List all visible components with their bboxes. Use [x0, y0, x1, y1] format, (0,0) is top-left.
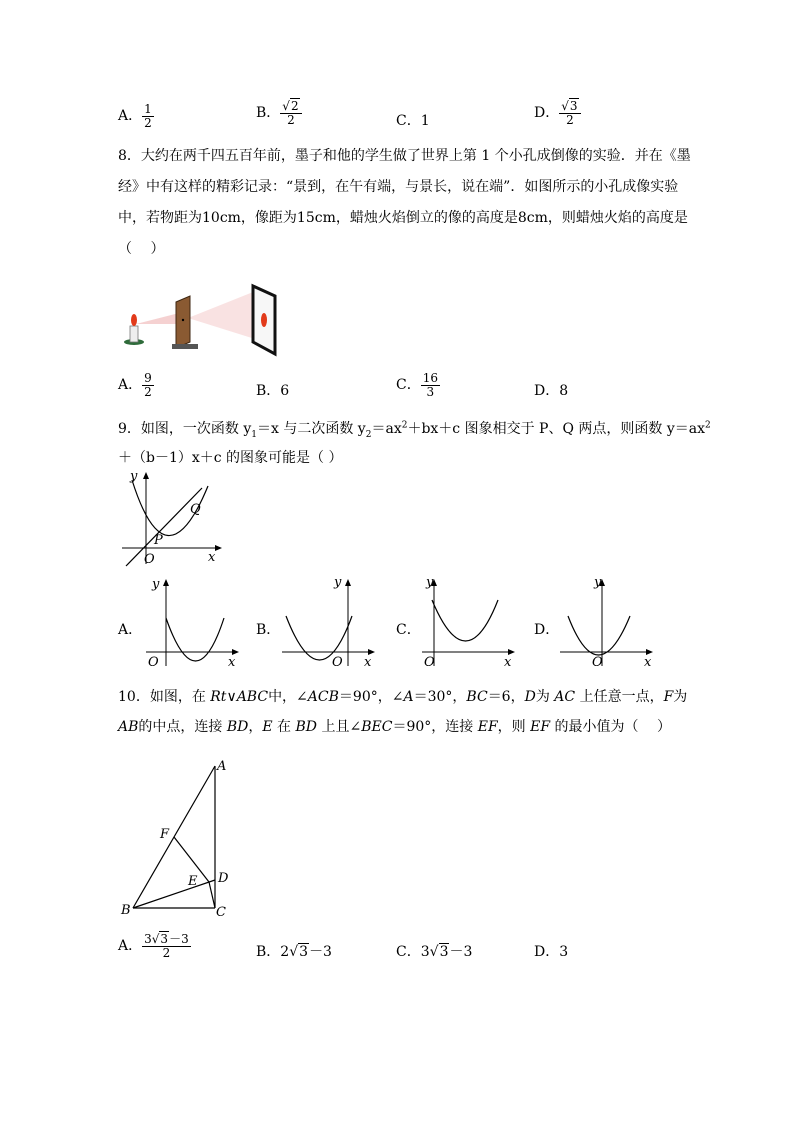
- q7-option-a: A． $\frac{1}{2}$: [118, 102, 152, 130]
- svg-text:E: E: [188, 874, 198, 889]
- candle: [130, 326, 138, 342]
- q8-option-c: C． $\frac{16}{3}$: [396, 371, 438, 399]
- q9-option-d-graph: [558, 572, 658, 670]
- parabola-curve: [432, 600, 498, 641]
- fraction: $\frac{√2}{2}$: [280, 100, 301, 126]
- q8-text-line: 8．大约在两千四五百年前，墨子和他的学生做了世界上第 1 个小孔成倒像的实验．并在《墨: [118, 148, 691, 164]
- light-beam: [188, 290, 258, 340]
- q10-text-line: 10．如图，在 Rt∨ABC中，∠ACB＝90°，∠A＝30°，BC＝6，D为 AC 上任意一点，F为: [118, 689, 688, 705]
- svg-text:O: O: [148, 655, 159, 670]
- candle-flame: [131, 314, 137, 326]
- parabola-curve: [286, 616, 352, 660]
- svg-text:x: x: [208, 550, 216, 565]
- q7-option-d: D． $\frac{√3}{2}$: [534, 100, 581, 126]
- svg-text:y: y: [152, 577, 160, 592]
- svg-text:F: F: [160, 827, 170, 842]
- q10-option-d: D．3: [534, 944, 569, 960]
- q7-option-b: B． $\frac{√2}{2}$: [256, 100, 302, 126]
- svg-text:y: y: [334, 575, 342, 590]
- segment-bd: [133, 880, 215, 908]
- svg-text:y: y: [426, 575, 434, 590]
- q10-option-c: C．3√3－3: [396, 944, 473, 960]
- q8-text-line: 经》中有这样的精彩记录：“景到，在午有端，与景长，说在端”．如图所示的小孔成像实验: [118, 179, 679, 195]
- q9-main-graph: [118, 468, 228, 568]
- q8-option-a: A． $\frac{9}{2}$: [118, 371, 152, 399]
- pinhole-board: [176, 296, 190, 348]
- q10-triangle-figure: [115, 758, 245, 920]
- parabola-curve: [166, 618, 224, 661]
- q7-option-c: C．1: [396, 113, 430, 129]
- svg-text:B: B: [121, 903, 131, 918]
- linear-function-line: [126, 488, 202, 566]
- svg-text:D: D: [218, 871, 229, 886]
- q10-text-line: AB的中点，连接 BD，E 在 BD 上且∠BEC＝90°，连接 EF，则 EF 的最小值为（ ）: [118, 719, 671, 735]
- svg-text:O: O: [332, 655, 343, 670]
- fraction: $\frac{9}{2}$: [144, 371, 152, 399]
- q9-option-b-graph: [280, 574, 380, 670]
- svg-text:Q: Q: [190, 502, 201, 517]
- q8-text-line: 中，若物距为10cm，像距为15cm，蜡烛火焰倒立的像的高度是8cm，则蜡烛火焰的高度是: [118, 210, 688, 226]
- q9-text-line: ＋（b－1）x＋c 的图象可能是（ ）: [118, 450, 343, 466]
- q10-option-b: B．2√3－3: [256, 944, 332, 960]
- q9-option-a-label: A．: [118, 622, 143, 638]
- svg-text:O: O: [144, 552, 155, 567]
- svg-text:x: x: [644, 655, 652, 670]
- svg-text:C: C: [216, 905, 226, 920]
- q9-option-a-graph: [144, 574, 244, 670]
- svg-text:P: P: [154, 533, 163, 548]
- pinhole-camera-figure: [118, 282, 288, 357]
- svg-text:O: O: [592, 655, 603, 670]
- svg-text:x: x: [504, 655, 512, 670]
- q8-text-line: （ ）: [118, 241, 165, 257]
- fraction: $\frac{16}{3}$: [422, 371, 438, 399]
- q9-option-c-graph: [420, 572, 520, 670]
- fraction: $\frac{1}{2}$: [144, 102, 152, 130]
- svg-text:x: x: [228, 655, 236, 670]
- svg-text:A: A: [217, 759, 227, 774]
- q9-option-c-label: C．: [396, 622, 421, 638]
- svg-text:x: x: [364, 655, 372, 670]
- q8-option-b: B．6: [256, 383, 290, 399]
- inverted-image: [261, 313, 267, 327]
- svg-text:y: y: [130, 469, 138, 484]
- board-stand: [172, 344, 198, 349]
- segment-ec: [209, 882, 215, 908]
- svg-text:O: O: [424, 655, 435, 670]
- pinhole: [182, 319, 184, 321]
- svg-text:y: y: [594, 575, 602, 590]
- q9-option-d-label: D．: [534, 622, 560, 638]
- q9-text-line: 9．如图，一次函数 $y_1=x$ 与二次函数 $y_2=ax^2+bx+c$ 图象相交于 P、Q 两点，则函数 $y=ax^2$: [118, 420, 711, 440]
- q9-option-b-label: B．: [256, 622, 281, 638]
- q10-option-a: A． $\frac{3√3-3}{2}$: [118, 932, 189, 960]
- fraction: $\frac{√3}{2}$: [559, 100, 580, 126]
- q8-option-d: D．8: [534, 383, 569, 399]
- fraction: $\frac{3√3-3}{2}$: [144, 932, 189, 960]
- parabola-curve: [568, 616, 630, 655]
